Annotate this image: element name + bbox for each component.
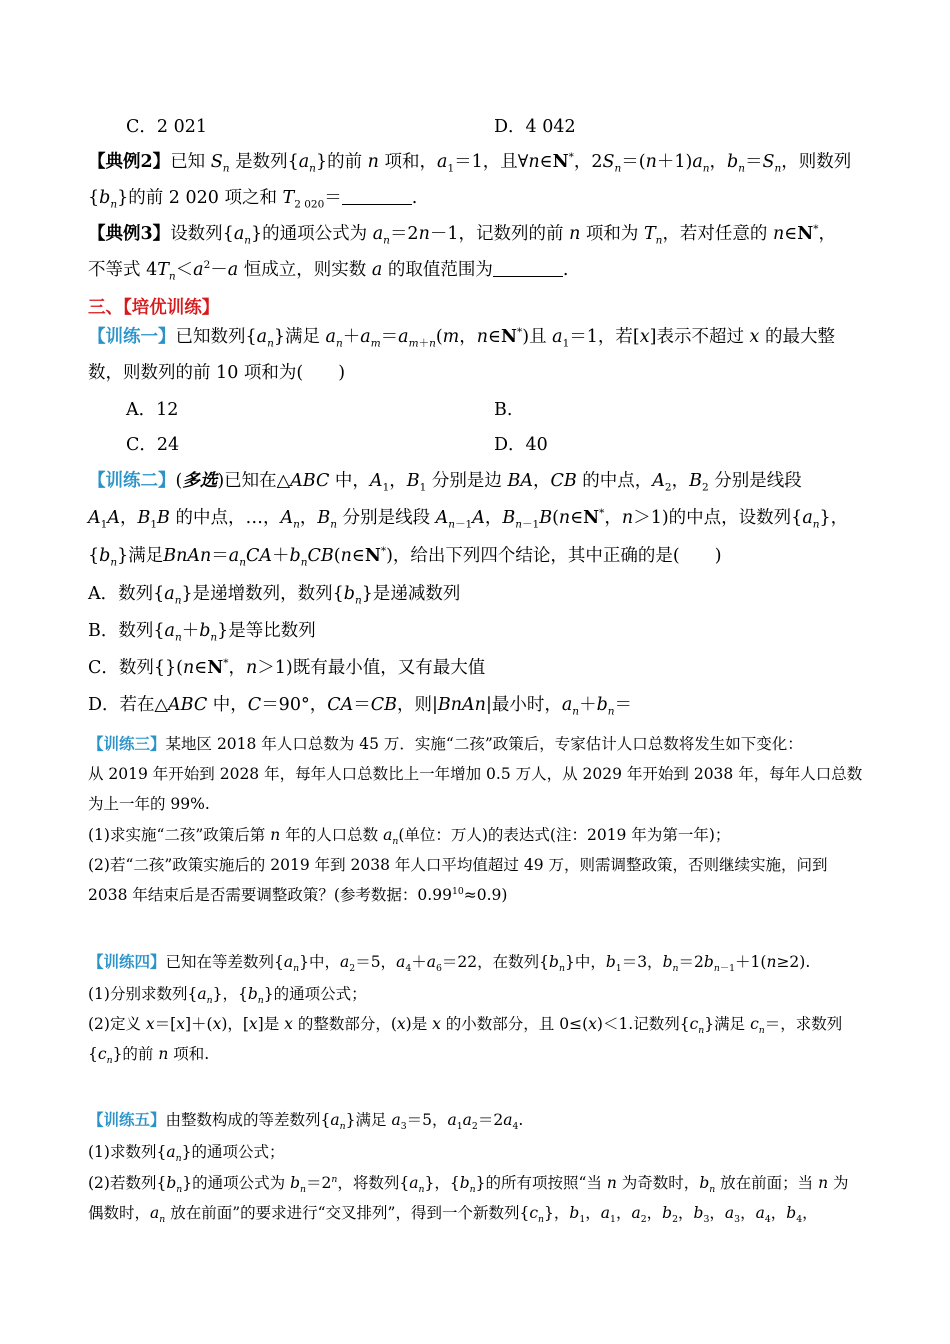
train2-option-d: D．若在△ABC 中，C＝90°，CA＝CB，则|BnAn|最小时，$a_n+b_n=$ [88,695,633,718]
train1-option-c: C．24 [126,435,180,455]
option-d: D．4 042 [494,117,576,137]
train5-q1: (1)求数列$\{a_n\}$的通项公式； [88,1143,285,1165]
train1-option-a: A．12 [126,400,179,420]
section-heading: 三、【培优训练】 [88,298,220,318]
train1-option-d: D．40 [494,435,548,455]
train2-line3: $\{b_n\}$满足$BnAn=a_nCA+b_nCB(n\in N^*)$，给出下列四个结论，其中正确的是( ) [88,545,722,569]
train4-q2-line1: (2)定义 x＝[x]＋(x)，[x]是 x 的整数部分，(x)是 x 的小数部分，且 0≤(x)＜1.记数列$\{c_n\}$满足 $c_n=$，求数列 [88,1015,843,1037]
train3-line2: 从 2019 年开始到 2028 年，每年人口总数比上一年增加 0.5 万人，从 2029 年开始到 2038 年，每年人口总数 [88,765,863,783]
train2-option-c: C．数列{}(n∈N*，n＞1)既有最小值，又有最大值 [88,657,486,678]
train1-option-b: B. [494,400,513,420]
example2-line1: 【典例2】已知 $S_n$ 是数列$\{a_n\}$的前 n 项和，$a_1=1$，且∀n∈N*，$2S_n=(n+1)a_n$，$b_n=S_n$，则数列 [88,151,852,175]
train3-line1: 【训练三】某地区 2018 年人口总数为 45 万．实施“二孩”政策后，专家估计人口总数将发生如下变化： [88,735,803,753]
train2-option-b: B．数列$\{a_n+b_n\}$是等比数列 [88,621,316,644]
train2-tag: 【训练二】 [88,471,176,491]
example3-line2: 不等式 $4T_n<a^2-a$ 恒成立，则实数 a 的取值范围为 . [88,259,569,283]
train1-line2: 数，则数列的前 10 项和为( ) [88,363,346,383]
train1-line1: 【训练一】已知数列$\{a_n\}$满足 $a_n+a_m=a_{m+n}(m$，n∈N*)且 $a_1=1$，若[x]表示不超过 x 的最大整 [88,326,835,350]
train5-line1: 【训练五】由整数构成的等差数列$\{a_n\}$满足 $a_3=5$，$a_1a_2=2a_4$. [88,1111,524,1133]
train3-q2-line1: (2)若“二孩”政策实施后的 2019 年到 2038 年人口平均值超过 49 万，则需调整政策，否则继续实施，问到 [88,856,828,874]
train4-line1: 【训练四】已知在等差数列$\{a_n\}$中，$a_2=5$，$a_4+a_6=22$，在数列$\{b_n\}$中，$b_1=3$，$b_n=2b_{n-1}+1(n\ge 2)$. [88,953,811,975]
train2-line1: 【训练二】(多选)已知在△ABC 中，$A_1$，$B_1$ 分别是边 BA，CB 的中点，$A_2$，$B_2$ 分别是线段 [88,471,802,494]
multi-choice-label: 多选 [182,471,218,491]
train2-option-a: A．数列$\{a_n\}$是递增数列，数列$\{b_n\}$是递减数列 [88,584,461,607]
train3-q2-line2: 2038 年结束后是否需要调整政策？(参考数据：$0.99^{10}\approx 0.9$) [88,885,508,904]
train4-tag: 【训练四】 [88,953,166,971]
train1-tag: 【训练一】 [88,327,176,347]
train5-q2-line2: 偶数时，$a_n$ 放在前面”的要求进行“交叉排列”，得到一个新数列$\{c_n\}$，$b_1$，$a_1$，$a_2$，$b_2$，$b_3$，$a_3$，$a_4$，$b_4$， [88,1204,818,1226]
option-c: C．2 021 [126,117,207,137]
train3-line3: 为上一年的 99%. [88,795,210,813]
train5-q2-line1: (2)若数列$\{b_n\}$的通项公式为 $b_n=2^n$，将数列$\{a_n\}$，$\{b_n\}$的所有项按照“当 n 为奇数时，$b_n$ 放在前面；当 n 为 [88,1173,849,1196]
example3-line1: 【典例3】设数列$\{a_n\}$的通项公式为 $a_n=2n-1$，记数列的前 n 项和为 $T_n$，若对任意的 n∈N*， [88,223,836,247]
train4-q1: (1)分别求数列$\{a_n\}$，$\{b_n\}$的通项公式； [88,985,367,1007]
train3-q1: (1)求实施“二孩”政策后第 n 年的人口总数 $a_n$(单位：万人)的表达式(注：2019 年为第一年)； [88,826,731,848]
train2-line2: $A_1A$，$B_1B$ 的中点，…，$A_n$，$B_n$ 分别是线段 $A_{n-1}A$，$B_{n-1}B(n\in N^*$，n＞1)的中点，设数列$\{a_n\}$， [88,507,849,531]
example2-tag: 【典例2】 [88,152,171,172]
example3-tag: 【典例3】 [88,224,171,244]
example2-line2: $\{b_n\}$的前 2 020 项之和 $T_{2 020}=$ . [88,188,418,211]
train5-tag: 【训练五】 [88,1111,166,1129]
train4-q2-line2: $\{c_n\}$的前 n 项和. [88,1045,210,1067]
train3-tag: 【训练三】 [88,735,166,753]
